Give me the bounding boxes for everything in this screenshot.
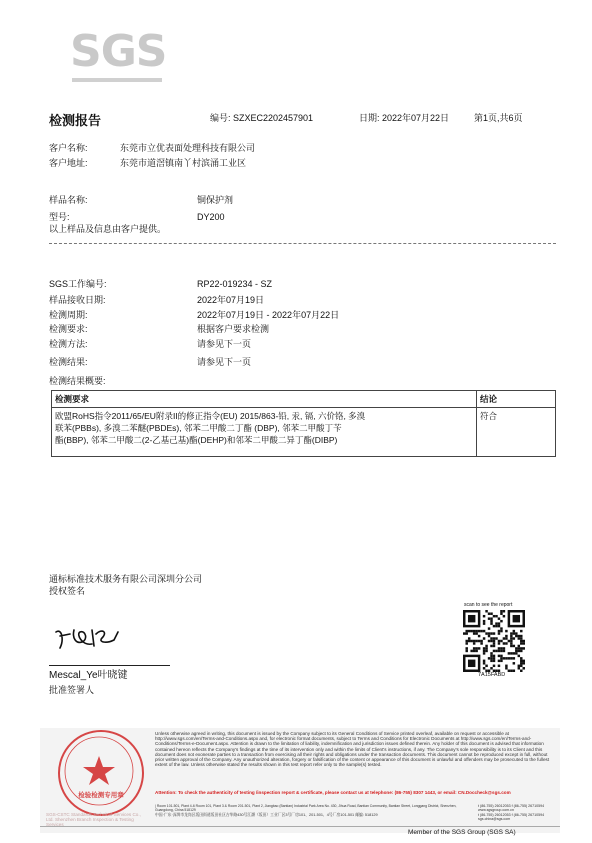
division-name: SGS-CSTC Standards Technical Services Co., Ltd. Shenzhen Branch Inspection & Testing Services [46,812,141,828]
requirement-line: 欧盟RoHS指令2011/65/EU附录II的修正指令(EU) 2015/863-铅, 汞, 镉, 六价铬, 多溴 [55,411,366,421]
test-result: 请参见下一页 [197,357,252,367]
requirement-line: 酯(BBP), 邻苯二甲酸二(2-乙基己基)酯(DEHP)和邻苯二甲酸二异丁酯(DIBP) [55,435,338,445]
authorized-signature-label: 授权签名 [49,586,86,596]
client-address: 东莞市道滘镇南丫村滨涌工业区 [120,158,247,168]
test-method: 请参见下一页 [197,339,252,349]
client-name-label: 客户名称: [49,143,88,153]
signer-role: 批准签署人 [49,685,95,695]
summary-label: 检测结果概要: [49,376,106,386]
signer-name: Mescal_Ye叶晓键 [49,670,128,681]
qr-code[interactable] [463,610,525,672]
test-result-label: 检测结果: [49,357,88,367]
test-request-label: 检测要求: [49,324,88,334]
col-conclusion: 结论 [477,391,556,408]
table-header-row [52,391,556,408]
job-number-label: SGS工作编号: [49,279,107,289]
requirement-line: 联苯(PBBs), 多溴二苯醚(PBDEs), 邻苯二甲酸二丁酯 (DBP), 邻苯二甲酸丁苄 [55,423,342,433]
job-number: RP22-019234 - SZ [197,279,273,289]
logo-underline [72,78,162,82]
sample-model: DY200 [197,212,225,222]
address-en: | Room 101-501, Plant 4-6 Room 101, Plant 3 & Room 201-501, Plant 2, Jiangbao (Bantian) Industrial Park Area No. 430, Jihua Road, Bantian Community, Bantian Street, Longgang District, Shenzhen, Guangdong, China 518129 [155,804,457,812]
handwritten-signature [52,622,122,652]
sgs-logo: SGS [70,26,167,77]
test-request: 根据客户要求检测 [197,324,270,334]
test-period-label: 检测周期: [49,310,88,320]
client-address-label: 客户地址: [49,158,88,168]
terms-text: Unless otherwise agreed in writing, this document is issued by the Company subject to its General Conditions of Service printed overleaf, available on request or accessible at http://www.sgs.com/en/Terms-and-Conditions.aspx and, for electronic format documents, subject to Terms and Conditions for Electronic Documents at http://www.sgs.com/en/Terms-and-Conditions/Terms-e-Document.aspx. Attention is drawn to the limitation of liability, indemnification and jurisdiction issues defined therein. Any holder of this document is advised that information contained hereon reflects the Company's findings at the time of its intervention only and within the limits of Client's instructions, if any. The Company's sole responsibility is to its Client and this document does not exonerate parties to a transaction from exercising all their rights and obligations under the transaction documents. This document cannot be reproduced except in full, without prior written approval of the Company. Any unauthorized alteration, forgery or falsification of the content or appearance of this document is unlawful and offenders may be prosecuted to the fullest extent of the law. Unless otherwise stated the results shown in this test report refer only to the sample(s) tested. [155,731,550,768]
address-cn: 中国·广东·深圳市龙岗区坂田街道坂田社区吉华路430号江灏（坂田）工业厂区3号厂房101、201-501、4号厂房101-501 邮编: 518129 [155,813,378,817]
official-stamp [58,730,144,816]
contact-cn: t (86-755) 26012053 f (86-755) 26710594 sgs.china@sgs.com [478,813,545,821]
sample-note: 以上样品及信息由客户提供。 [49,224,167,234]
client-name: 东莞市立优表面处理科技有限公司 [120,143,256,153]
divider [49,243,556,244]
sample-model-label: 型号: [49,212,70,222]
col-requirement: 检测要求 [52,391,477,408]
received-date-label: 样品接收日期: [49,295,106,305]
qr-caption: scan to see the report [464,602,513,608]
page-number: 第1页,共6页 [474,113,523,123]
stamp-star-icon [58,730,140,812]
qr-code-id: 7A15FABD [478,672,506,678]
report-date: 日期: 2022年07月22日 [359,113,450,123]
received-date: 2022年07月19日 [197,295,265,305]
report-number: 编号: SZXEC2202457901 [210,113,314,123]
stamp-text: 检验检测专用章 [78,792,124,799]
conclusion-cell: 符合 [477,408,556,457]
authenticity-notice: Attention: To check the authenticity of testing /inspection report & certificate, please contact us at telephone: (86-755) 8307 1443, or email: CN.Doccheck@sgs.com [155,790,511,795]
contact-en: t (86-755) 26012053 f (86-755) 26710594 www.sgsgroup.com.cn [478,804,545,812]
summary-table [51,390,556,457]
table-row [52,408,556,457]
test-method-label: 检测方法: [49,339,88,349]
sample-name: 铜保护剂 [197,195,234,205]
issuing-company: 通标标准技术服务有限公司深圳分公司 [49,574,203,584]
sample-name-label: 样品名称: [49,195,88,205]
page-title: 检测报告 [49,113,102,128]
footer-rule [40,826,560,827]
signature-line [49,665,170,666]
test-period: 2022年07月19日 - 2022年07月22日 [197,310,340,320]
requirement-cell [52,408,477,457]
member-line: Member of the SGS Group (SGS SA) [408,829,516,836]
